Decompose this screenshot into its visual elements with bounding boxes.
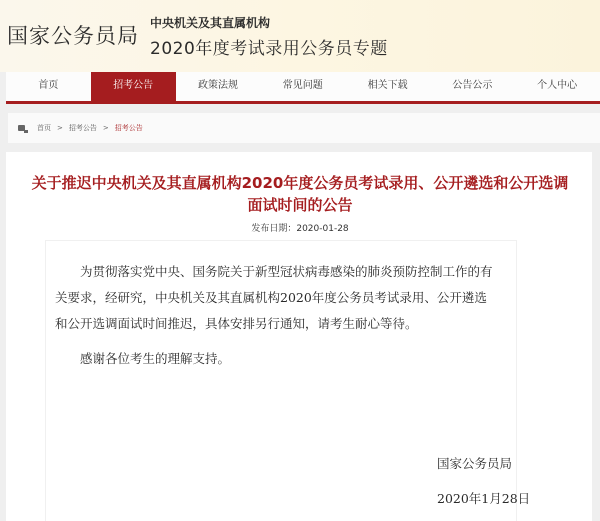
publish-date-value: 2020-01-28 — [296, 224, 349, 234]
home-icon — [18, 125, 25, 131]
breadcrumb-home[interactable]: 首页 — [37, 124, 51, 132]
signature-date: 2020年1月28日 — [437, 491, 531, 506]
nav-item-personal-center[interactable]: 个人中心 — [537, 80, 578, 91]
header-subtitle-topic: 2020年度考试录用公务员专题 — [150, 39, 388, 59]
nav-item-recruitment-notices[interactable]: 招考公告 — [91, 72, 176, 101]
nav-item-announcements[interactable]: 公告公示 — [452, 80, 493, 91]
header-subtitle-org: 中央机关及其直属机构 — [150, 16, 271, 30]
site-header — [0, 0, 600, 72]
article-paragraph: 感谢各位考生的理解支持。 — [80, 351, 231, 366]
breadcrumb-current[interactable]: 招考公告 — [114, 124, 143, 132]
article-paragraph: 为贯彻落实党中央、国务院关于新型冠状病毒感染的肺炎预防控制工作的有关要求，经研究，中央机关及其直属机构2020年度公务员考试录用、公开遴选和公开选调面试时间推迟，具体安排另行通知，请考生耐心等待。 — [55, 264, 493, 331]
site-name[interactable]: 国家公务员局 — [7, 24, 139, 48]
article-title-line1: 关于推迟中央机关及其直属机构2020年度公务员考试录用、公开遴选和公开选调 — [31, 174, 569, 192]
breadcrumb — [8, 113, 600, 143]
article-title-line2: 面试时间的公告 — [247, 196, 353, 214]
publish-date — [0, 221, 600, 234]
signature-org: 国家公务员局 — [437, 456, 513, 471]
breadcrumb-recruitment[interactable]: 招考公告 — [68, 124, 97, 132]
nav-item-policies[interactable]: 政策法规 — [197, 80, 238, 91]
main-nav — [6, 72, 600, 104]
nav-item-downloads[interactable]: 相关下载 — [367, 80, 408, 91]
breadcrumb-separator: > — [102, 124, 109, 132]
publish-date-label: 发布日期： — [251, 224, 297, 234]
breadcrumb-separator: > — [57, 124, 63, 132]
article-title — [0, 172, 600, 216]
nav-item-faq[interactable]: 常见问题 — [282, 80, 323, 91]
nav-item-home[interactable]: 首页 — [38, 80, 59, 91]
